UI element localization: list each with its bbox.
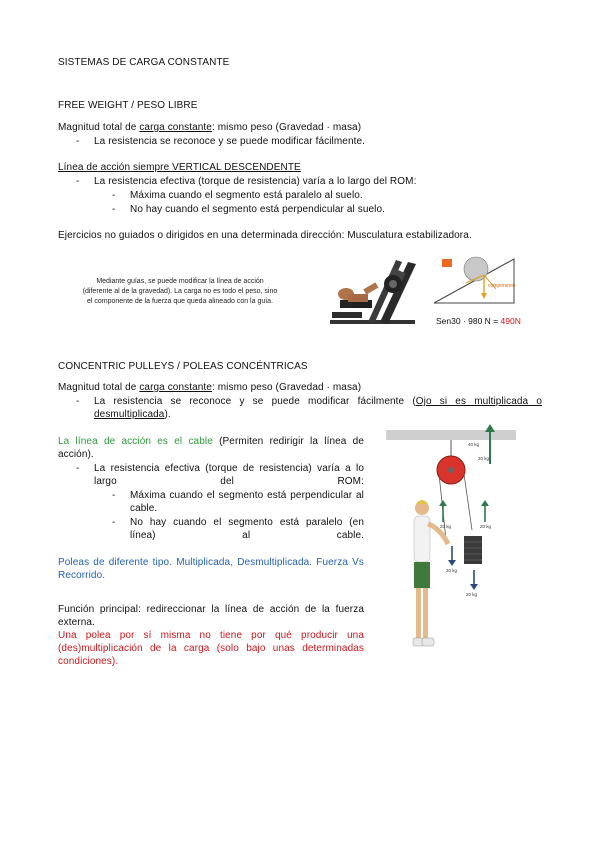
free-weight-none: No hay cuando el segmento está perpendicular al suelo. xyxy=(130,204,386,215)
pulleys-function: Función principal: redireccionar la línea de acción de la fuerza externa. xyxy=(58,604,364,628)
bullet-1-end: ). xyxy=(164,409,171,420)
bullet-1-note: Ojo si es multiplicada o desmultiplicada xyxy=(94,396,542,420)
bullet-dash: - xyxy=(112,490,116,501)
bullet-dash: - xyxy=(112,204,116,215)
free-weight-bullet-1: La resistencia se reconoce y se puede modificar fácilmente. xyxy=(94,136,366,147)
pulley-diagram xyxy=(386,424,516,660)
section-heading-pulleys: CONCENTRIC PULLEYS / POLEAS CONCÉNTRICAS xyxy=(58,361,308,372)
pulley-label-weight: 20 kg xyxy=(466,592,478,597)
bullet-dash: - xyxy=(112,517,116,528)
bullet-dash: - xyxy=(76,136,80,147)
cable-line-highlight: La línea de acción es el cable xyxy=(58,436,213,447)
pulley-label-right: 20 kg xyxy=(480,524,492,529)
incline-component-label: componente xyxy=(488,283,516,289)
pulleys-warning: Una polea por sí misma no tiene por qué producir una (des)multiplicación de la carga (solo bajo unas determinadas condiciones). xyxy=(58,630,364,667)
magnitude-link: carga constante xyxy=(139,382,212,393)
guide-caption-2: (diferente al de la gravedad). La carga no es todo el peso, sino xyxy=(82,288,278,295)
pulley-label-top-1: 40 kg xyxy=(468,442,480,447)
magnitude-link: carga constante xyxy=(139,122,212,133)
magnitude-suffix: : mismo peso (Gravedad · masa) xyxy=(211,122,362,133)
page-title: SISTEMAS DE CARGA CONSTANTE xyxy=(58,57,230,68)
section-heading-free-weight: FREE WEIGHT / PESO LIBRE xyxy=(58,100,198,111)
bullet-dash: - xyxy=(76,463,80,474)
pulley-label-top-2: 20 kg xyxy=(478,456,490,461)
leg-press-machine-illustration xyxy=(320,256,420,328)
magnitude-suffix: : mismo peso (Gravedad · masa) xyxy=(211,382,362,393)
free-weight-effective-resistance: La resistencia efectiva (torque de resistencia) varía a lo largo del ROM: xyxy=(94,176,417,187)
guide-caption-3: el componente de la fuerza que queda alineado con la guía. xyxy=(86,298,274,305)
pulley-label-left: 20 kg xyxy=(440,524,452,529)
magnitude-prefix: Magnitud total de xyxy=(58,382,140,393)
free-weight-magnitude xyxy=(58,121,361,134)
pulleys-effective-resistance: La resistencia efectiva (torque de resistencia) varía a lo largo del ROM: xyxy=(94,463,364,487)
pulleys-types: Poleas de diferente tipo. Multiplicada, Desmultiplicada. Fuerza Vs Recorrido. xyxy=(58,557,364,581)
incline-force-diagram xyxy=(430,255,520,307)
free-weight-line-of-action: Línea de acción siempre VERTICAL DESCENDENTE xyxy=(58,162,301,173)
formula-result: 490N xyxy=(500,316,521,326)
free-weight-unguided: Ejercicios no guiados o dirigidos en una determinada dirección: Musculatura estabilizadora. xyxy=(58,230,472,241)
pulleys-none: No hay cuando el segmento está paralelo (en línea) al cable. xyxy=(130,517,364,541)
bullet-1-text: La resistencia se reconoce y se puede modificar fácilmente ( xyxy=(94,396,416,407)
bullet-dash: - xyxy=(76,396,80,407)
free-weight-max: Máxima cuando el segmento está paralelo al suelo. xyxy=(130,190,363,201)
pulley-label-hand: 20 kg xyxy=(446,568,458,573)
cable-line-rest: (Permiten redirigir la línea de acción). xyxy=(58,436,364,460)
pulleys-magnitude xyxy=(58,381,361,394)
guide-caption-1: Mediante guías, se puede modificar la línea de acción xyxy=(96,278,264,285)
magnitude-prefix: Magnitud total de xyxy=(58,122,140,133)
pulleys-bullet-1 xyxy=(94,395,542,421)
pulleys-max: Máxima cuando el segmento está perpendicular al cable. xyxy=(130,490,364,514)
pulleys-cable-line xyxy=(58,435,364,461)
formula-prefix: Sen30 · 980 N = xyxy=(436,316,501,326)
bullet-dash: - xyxy=(76,176,80,187)
bullet-dash: - xyxy=(112,190,116,201)
formula xyxy=(436,316,521,327)
